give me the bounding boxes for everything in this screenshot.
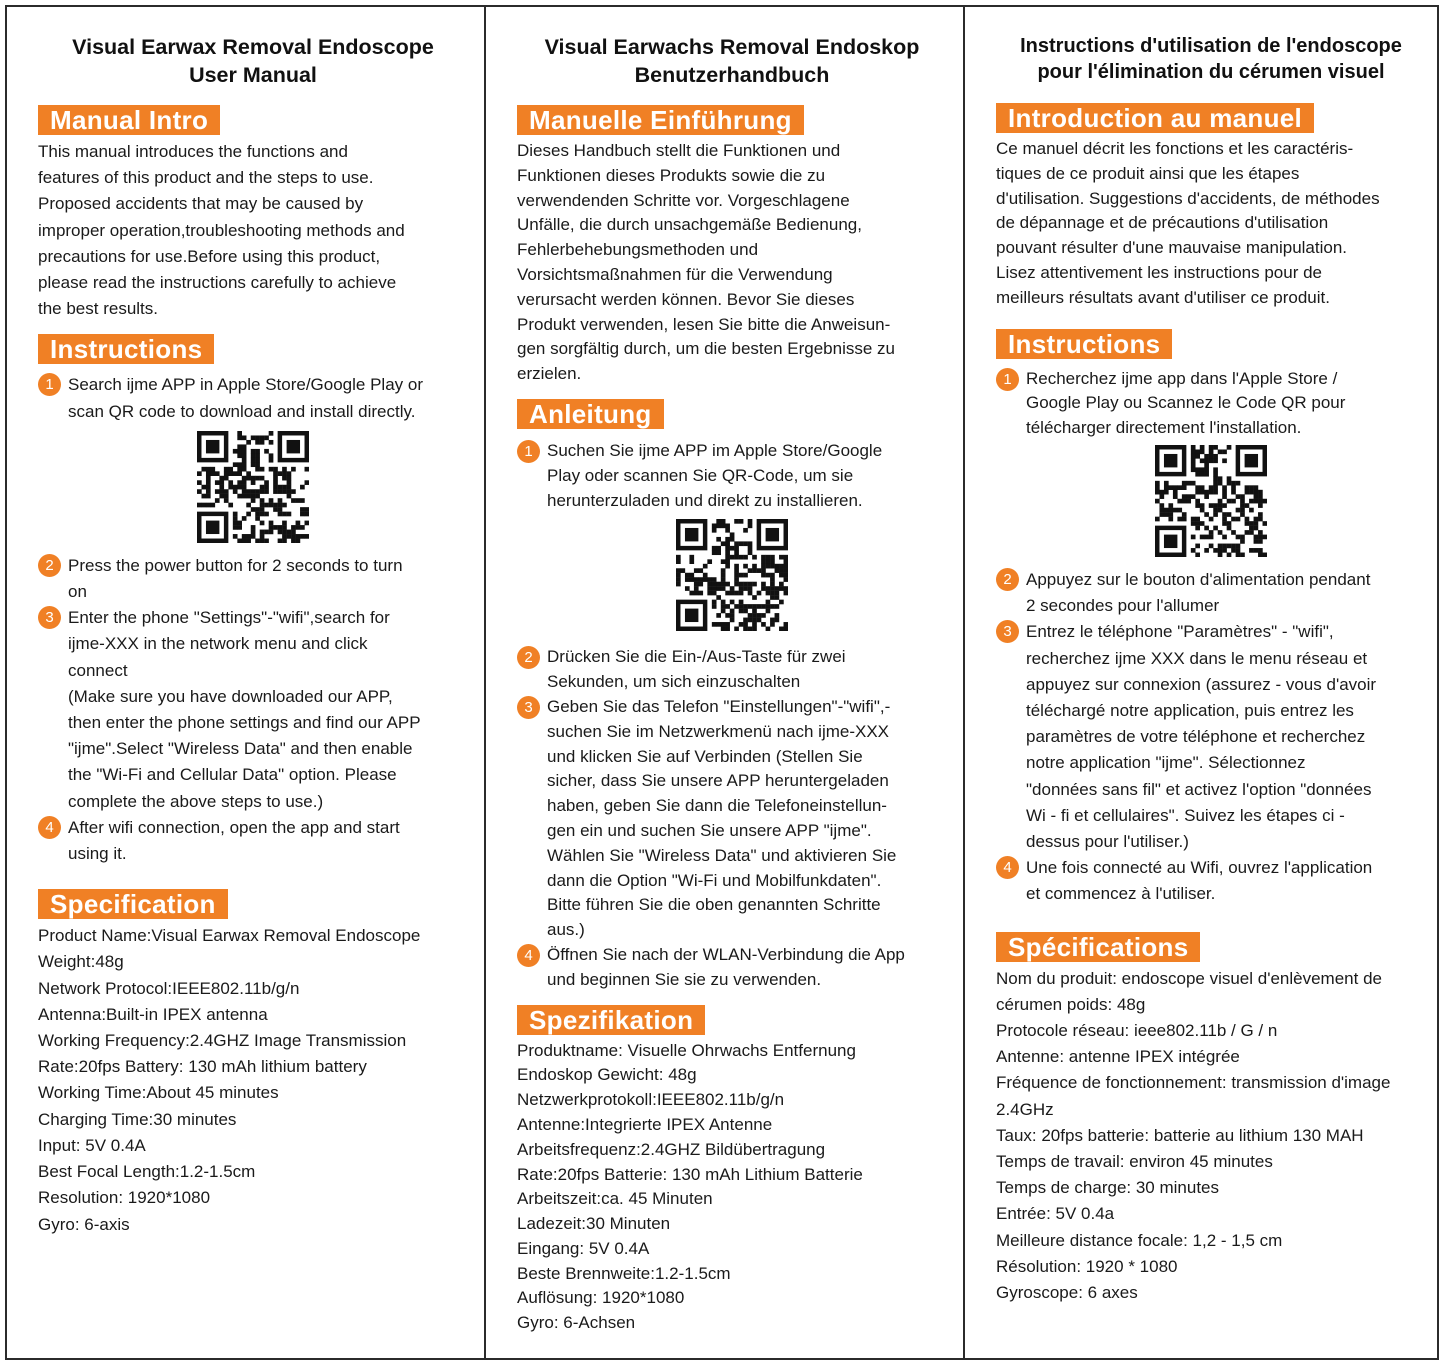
text-line: please read the instructions carefully to achieve <box>38 273 397 293</box>
text-line: Play oder scannen Sie QR-Code, um sie <box>547 465 854 485</box>
page-title: Visual Earwax Removal Endoscope User Manual <box>72 35 434 87</box>
text-line: haben, geben Sie dann die Telefoneinstellun- <box>547 796 887 816</box>
text-line: Fehlerbehebungsmethoden und <box>517 240 759 260</box>
spec-line: Charging Time:30 minutes <box>38 1109 237 1129</box>
spec-line: Antenne:Integrierte IPEX Antenne <box>517 1114 773 1134</box>
spec-line: Gyroscope: 6 axes <box>996 1283 1138 1303</box>
step-number-1-icon: 1 <box>517 440 540 463</box>
text-line: dessus pour l'utiliser.) <box>1026 832 1189 851</box>
qr-code-icon <box>1155 445 1267 557</box>
text-line: using it. <box>68 844 127 864</box>
text-line: Lisez attentivement les instructions pour de <box>996 262 1323 282</box>
step-number-1-icon: 1 <box>38 373 61 396</box>
text-line: erzielen. <box>517 364 582 384</box>
step-number-1-icon: 1 <box>996 368 1019 391</box>
text-line: d'utilisation. Suggestions d'accidents, de méthodes <box>996 188 1380 208</box>
text-line: (Make sure you have downloaded our APP, <box>68 686 393 706</box>
spec-list <box>517 1039 947 1337</box>
step-number-2-icon: 2 <box>996 568 1019 591</box>
text-line: Entrez le téléphone "Paramètres" - "wifi", <box>1026 622 1334 642</box>
text-line: recherchez ijme XXX dans le menu réseau et <box>1026 648 1368 668</box>
intro-heading: Manuelle Einführung <box>517 105 804 135</box>
text-line: sicher, dass Sie unsere APP heruntergeladen <box>547 771 889 791</box>
text-line: Funktionen dieses Produkts sowie die zu <box>517 165 826 185</box>
text-line: 2 secondes pour l'allumer <box>1026 596 1220 616</box>
text-line: features of this product and the steps to use. <box>38 168 374 188</box>
spec-line: Protocole réseau: ieee802.11b / G / n <box>996 1021 1278 1041</box>
step-number-2-icon: 2 <box>517 646 540 669</box>
intro-paragraph <box>996 137 1426 311</box>
step-number-3-icon: 3 <box>517 696 540 719</box>
text-line: tiques de ce produit ainsi que les étapes <box>996 163 1300 183</box>
text-line: Proposed accidents that may be caused by <box>38 194 364 214</box>
text-line: After wifi connection, open the app and start <box>68 817 400 837</box>
spec-line: Resolution: 1920*1080 <box>38 1188 211 1208</box>
intro-heading: Introduction au manuel <box>996 103 1314 133</box>
spec-line: Product Name:Visual Earwax Removal Endoscope <box>38 926 421 946</box>
page-title: Instructions d'utilisation de l'endoscope pour l'élimination du cérumen visuel <box>1020 35 1402 83</box>
text-line: Ce manuel décrit les fonctions et les caractéris- <box>996 139 1354 158</box>
step-number-2-icon: 2 <box>38 554 61 577</box>
step-number-4-icon: 4 <box>996 856 1019 879</box>
step-number-4-icon: 4 <box>517 944 540 967</box>
text-line: Vorsichtsmaßnahmen für die Verwendung <box>517 264 833 284</box>
text-line: Google Play ou Scannez le Code QR pour <box>1026 393 1346 413</box>
text-line: scan QR code to download and install directly. <box>68 401 416 421</box>
text-line: ijme-XXX in the network menu and click <box>68 634 368 654</box>
spec-line: Résolution: 1920 * 1080 <box>996 1256 1178 1276</box>
text-line: connect <box>68 660 128 680</box>
text-line: Suchen Sie ijme APP im Apple Store/Google <box>547 440 883 460</box>
qr-code-icon <box>197 431 309 543</box>
instructions-heading: Anleitung <box>517 399 664 429</box>
spec-line: Beste Brennweite:1.2-1.5cm <box>517 1263 731 1283</box>
step-3 <box>517 695 947 943</box>
spec-line: Taux: 20fps batterie: batterie au lithium 130 MAH <box>996 1125 1364 1145</box>
text-line: dann die Option "Wi-Fi und Mobilfunkdaten". <box>547 870 882 890</box>
text-line: Recherchez ijme app dans l'Apple Store / <box>1026 368 1338 388</box>
step-4 <box>996 855 1426 907</box>
text-line: verwendenden Schritte vor. Vorgeschlagene <box>517 190 850 210</box>
spec-line: Entrée: 5V 0.4a <box>996 1204 1115 1224</box>
spec-list <box>38 923 468 1237</box>
spec-line: Antenne: antenne IPEX intégrée <box>996 1047 1240 1067</box>
step-1 <box>38 372 468 424</box>
text-line: Dieses Handbuch stellt die Funktionen und <box>517 141 841 160</box>
text-line: Une fois connecté au Wifi, ouvrez l'application <box>1026 858 1373 878</box>
text-line: Produkt verwenden, lesen Sie bitte die Anweisun- <box>517 314 891 334</box>
text-line: Search ijme APP in Apple Store/Google Play or <box>68 375 423 395</box>
text-line: Drücken Sie die Ein-/Aus-Taste für zwei <box>547 647 846 667</box>
step-2 <box>38 553 468 605</box>
text-line: und beginnen Sie sie zu verwenden. <box>547 969 822 989</box>
text-line: Enter the phone "Settings"-"wifi",search for <box>68 608 390 628</box>
spec-line: cérumen poids: 48g <box>996 994 1146 1014</box>
text-line: Bitte führen Sie die oben genannten Schritte <box>547 895 881 915</box>
step-2 <box>996 567 1426 619</box>
text-line: gen sorgfältig durch, um die besten Ergebnisse zu <box>517 339 896 359</box>
text-line: de dépannage et de précautions d'utilisation <box>996 213 1329 233</box>
text-line: Appuyez sur le bouton d'alimentation pendant <box>1026 569 1371 589</box>
spec-line: Meilleure distance focale: 1,2 - 1,5 cm <box>996 1230 1283 1250</box>
spec-line: Eingang: 5V 0.4A <box>517 1238 650 1258</box>
spec-line: Antenna:Built-in IPEX antenna <box>38 1004 268 1024</box>
column-divider <box>963 5 965 1360</box>
text-line: Wählen Sie "Wireless Data" und aktivieren Sie <box>547 845 897 865</box>
text-line: "ijme".Select "Wireless Data" and then enable <box>68 739 413 759</box>
spec-line: Gyro: 6-axis <box>38 1214 130 1234</box>
spec-line: Netzwerkprotokoll:IEEE802.11b/g/n <box>517 1090 785 1110</box>
spec-heading: Spezifikation <box>517 1005 705 1035</box>
page-title: Visual Earwachs Removal Endoskop Benutzerhandbuch <box>544 35 920 87</box>
column-divider <box>484 5 486 1360</box>
spec-line: Nom du produit: endoscope visuel d'enlèvement de <box>996 968 1382 988</box>
step-4 <box>38 815 468 867</box>
step-4 <box>517 943 947 993</box>
text-line: Öffnen Sie nach der WLAN-Verbindung die App <box>547 944 905 964</box>
step-3 <box>38 605 468 815</box>
spec-line: Arbeitsfrequenz:2.4GHZ Bildübertragung <box>517 1139 826 1159</box>
step-3 <box>996 619 1426 855</box>
instructions-heading: Instructions <box>996 329 1172 359</box>
spec-line: 2.4GHz <box>996 1099 1054 1119</box>
text-line: paramètres de votre téléphone et recherchez <box>1026 727 1366 747</box>
spec-line: Endoskop Gewicht: 48g <box>517 1065 697 1085</box>
intro-paragraph <box>38 139 468 322</box>
spec-line: Rate:20fps Battery: 130 mAh lithium battery <box>38 1057 367 1077</box>
text-line: verursacht werden können. Bevor Sie dieses <box>517 289 855 309</box>
text-line: gen ein und suchen Sie unsere APP "ijme". <box>547 820 872 840</box>
text-line: the best results. <box>38 299 159 319</box>
spec-line: Working Time:About 45 minutes <box>38 1083 279 1103</box>
spec-heading: Spécifications <box>996 932 1200 962</box>
text-line: notre application "ijme". Sélectionnez <box>1026 753 1306 773</box>
text-line: suchen Sie im Netzwerkmenü nach ijme-XXX <box>547 721 890 741</box>
text-line: Press the power button for 2 seconds to turn <box>68 555 403 575</box>
spec-line: Temps de charge: 30 minutes <box>996 1178 1220 1198</box>
text-line: téléchargé notre application, puis entrez les <box>1026 700 1354 720</box>
spec-line: Weight:48g <box>38 952 124 972</box>
text-line: This manual introduces the functions and <box>38 142 348 161</box>
text-line: meilleurs résultats avant d'utiliser ce produit. <box>996 287 1330 307</box>
text-line: Unfälle, die durch unsachgemäße Bedienung, <box>517 215 862 235</box>
qr-code-icon <box>676 519 788 631</box>
step-1 <box>996 367 1426 441</box>
text-line: improper operation,troubleshooting methods and <box>38 220 405 240</box>
text-line: on <box>68 582 87 602</box>
instructions-heading: Instructions <box>38 334 214 364</box>
spec-line: Network Protocol:IEEE802.11b/g/n <box>38 978 300 998</box>
text-line: télécharger directement l'installation. <box>1026 418 1302 438</box>
step-1 <box>517 439 947 513</box>
text-line: "données sans fil" et activez l'option "données <box>1026 779 1372 799</box>
text-line: appuyez sur connexion (assurez - vous d'avoir <box>1026 674 1377 694</box>
step-number-3-icon: 3 <box>38 606 61 629</box>
spec-line: Fréquence de fonctionnement: transmission d'image <box>996 1073 1391 1093</box>
spec-heading: Specification <box>38 889 228 919</box>
step-number-3-icon: 3 <box>996 620 1019 643</box>
text-line: Wi - fi et cellulaires". Suivez les étapes ci - <box>1026 805 1345 825</box>
intro-heading: Manual Intro <box>38 105 220 135</box>
spec-line: Rate:20fps Batterie: 130 mAh Lithium Batterie <box>517 1164 863 1184</box>
spec-line: Input: 5V 0.4A <box>38 1135 146 1155</box>
text-line: pouvant résulter d'une mauvaise manipulation. <box>996 238 1348 258</box>
spec-line: Produktname: Visuelle Ohrwachs Entfernung <box>517 1040 856 1060</box>
spec-line: Auflösung: 1920*1080 <box>517 1288 685 1308</box>
french-column <box>996 5 1426 1306</box>
step-number-4-icon: 4 <box>38 816 61 839</box>
text-line: Sekunden, um sich einzuschalten <box>547 672 801 692</box>
spec-line: Best Focal Length:1.2-1.5cm <box>38 1162 256 1182</box>
text-line: und klicken Sie auf Verbinden (Stellen Sie <box>547 746 863 766</box>
text-line: complete the above steps to use.) <box>68 791 324 811</box>
text-line: aus.) <box>547 920 585 940</box>
spec-line: Gyro: 6-Achsen <box>517 1313 636 1333</box>
english-column <box>38 5 468 1238</box>
spec-line: Arbeitszeit:ca. 45 Minuten <box>517 1189 713 1209</box>
text-line: herunterzuladen und direkt zu installieren. <box>547 490 863 510</box>
step-2 <box>517 645 947 695</box>
spec-line: Temps de travail: environ 45 minutes <box>996 1152 1273 1172</box>
text-line: then enter the phone settings and find our APP <box>68 713 421 733</box>
spec-line: Working Frequency:2.4GHZ Image Transmission <box>38 1031 407 1051</box>
spec-line: Ladezeit:30 Minuten <box>517 1214 671 1234</box>
spec-list <box>996 966 1426 1307</box>
text-line: precautions for use.Before using this product, <box>38 246 381 266</box>
text-line: Geben Sie das Telefon "Einstellungen"-"wifi",- <box>547 696 891 716</box>
german-column <box>517 5 947 1336</box>
intro-paragraph <box>517 139 947 387</box>
text-line: the "Wi-Fi and Cellular Data" option. Please <box>68 765 397 785</box>
text-line: et commencez à l'utiliser. <box>1026 884 1216 904</box>
